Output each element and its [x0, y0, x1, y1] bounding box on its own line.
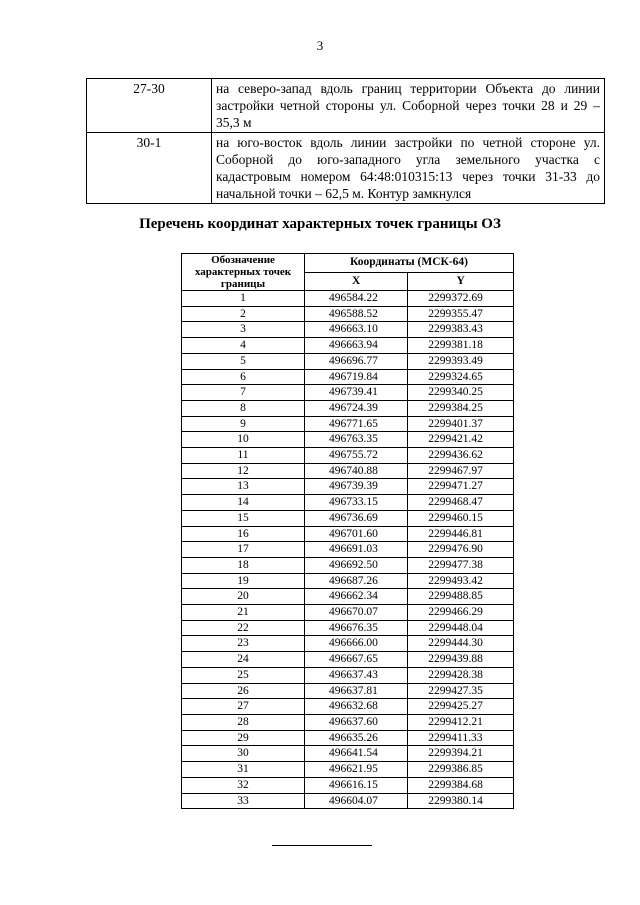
x-coordinate-cell: 496691.03 — [305, 542, 408, 558]
y-coordinate-cell: 2299471.27 — [408, 479, 514, 495]
y-coordinate-cell: 2299394.21 — [408, 746, 514, 762]
y-coordinate-cell: 2299421.42 — [408, 432, 514, 448]
point-id-cell: 25 — [182, 667, 305, 683]
x-coordinate-cell: 496637.43 — [305, 667, 408, 683]
point-id-cell: 5 — [182, 353, 305, 369]
table-row — [182, 730, 514, 746]
x-coordinate-cell: 496724.39 — [305, 400, 408, 416]
footer-divider — [272, 845, 372, 846]
table-row — [182, 526, 514, 542]
point-id-cell: 18 — [182, 557, 305, 573]
y-coordinate-cell: 2299412.21 — [408, 714, 514, 730]
point-id-cell: 33 — [182, 793, 305, 809]
y-coordinate-cell: 2299340.25 — [408, 385, 514, 401]
y-coordinate-cell: 2299411.33 — [408, 730, 514, 746]
y-coordinate-cell: 2299372.69 — [408, 291, 514, 307]
x-coordinate-cell: 496632.68 — [305, 699, 408, 715]
page-number: 3 — [316, 38, 324, 53]
x-coordinate-cell: 496763.35 — [305, 432, 408, 448]
y-coordinate-cell: 2299467.97 — [408, 463, 514, 479]
point-id-cell: 6 — [182, 369, 305, 385]
point-id-cell: 11 — [182, 448, 305, 464]
x-coordinate-cell: 496621.95 — [305, 762, 408, 778]
y-coordinate-cell: 2299439.88 — [408, 652, 514, 668]
x-coordinate-cell: 496687.26 — [305, 573, 408, 589]
y-coordinate-cell: 2299428.38 — [408, 667, 514, 683]
point-id-cell: 27 — [182, 699, 305, 715]
y-coordinate-cell: 2299488.85 — [408, 589, 514, 605]
table-row — [182, 667, 514, 683]
table-row — [182, 306, 514, 322]
point-id-cell: 23 — [182, 636, 305, 652]
point-id-cell: 20 — [182, 589, 305, 605]
table-row — [182, 385, 514, 401]
point-id-cell: 12 — [182, 463, 305, 479]
x-coordinate-cell: 496692.50 — [305, 557, 408, 573]
segment-description: на юго-восток вдоль линии застройки по четной стороне ул. Соборной до юго-западного угла земельного участка с кадастровым номером 64:48:010315:13 через точки 31-33 до начальной точки – 62,5 м. Контур замкнулся — [212, 133, 605, 204]
y-coordinate-cell: 2299476.90 — [408, 542, 514, 558]
y-coordinate-cell: 2299477.38 — [408, 557, 514, 573]
x-coordinate-cell: 496604.07 — [305, 793, 408, 809]
col-header-x: X — [305, 272, 408, 291]
x-coordinate-cell: 496739.41 — [305, 385, 408, 401]
table-row — [182, 620, 514, 636]
table-row — [182, 714, 514, 730]
table-row — [182, 322, 514, 338]
table-row — [182, 495, 514, 511]
x-coordinate-cell: 496635.26 — [305, 730, 408, 746]
x-coordinate-cell: 496663.94 — [305, 338, 408, 354]
point-id-cell: 24 — [182, 652, 305, 668]
y-coordinate-cell: 2299427.35 — [408, 683, 514, 699]
x-coordinate-cell: 496663.10 — [305, 322, 408, 338]
point-id-cell: 16 — [182, 526, 305, 542]
x-coordinate-cell: 496584.22 — [305, 291, 408, 307]
table-row — [182, 353, 514, 369]
y-coordinate-cell: 2299384.25 — [408, 400, 514, 416]
col-header-y: Y — [408, 272, 514, 291]
table-row — [182, 291, 514, 307]
point-id-cell: 28 — [182, 714, 305, 730]
segment-cell: 27-30 — [87, 79, 212, 133]
header-row — [182, 254, 514, 273]
y-coordinate-cell: 2299355.47 — [408, 306, 514, 322]
table-row — [182, 589, 514, 605]
x-coordinate-cell: 496637.81 — [305, 683, 408, 699]
point-id-cell: 3 — [182, 322, 305, 338]
point-id-cell: 22 — [182, 620, 305, 636]
y-coordinate-cell: 2299401.37 — [408, 416, 514, 432]
point-id-cell: 15 — [182, 510, 305, 526]
point-id-cell: 8 — [182, 400, 305, 416]
point-id-cell: 7 — [182, 385, 305, 401]
y-coordinate-cell: 2299444.30 — [408, 636, 514, 652]
x-coordinate-cell: 496641.54 — [305, 746, 408, 762]
point-id-cell: 30 — [182, 746, 305, 762]
y-coordinate-cell: 2299466.29 — [408, 605, 514, 621]
point-id-cell: 2 — [182, 306, 305, 322]
x-coordinate-cell: 496736.69 — [305, 510, 408, 526]
table-row — [182, 636, 514, 652]
y-coordinate-cell: 2299393.49 — [408, 353, 514, 369]
table-row — [182, 432, 514, 448]
y-coordinate-cell: 2299383.43 — [408, 322, 514, 338]
point-id-cell: 26 — [182, 683, 305, 699]
y-coordinate-cell: 2299381.18 — [408, 338, 514, 354]
table-row — [182, 793, 514, 809]
table-row — [182, 448, 514, 464]
point-id-cell: 10 — [182, 432, 305, 448]
point-id-cell: 13 — [182, 479, 305, 495]
table-row — [182, 699, 514, 715]
point-id-cell: 21 — [182, 605, 305, 621]
y-coordinate-cell: 2299468.47 — [408, 495, 514, 511]
point-id-cell: 9 — [182, 416, 305, 432]
point-id-cell: 29 — [182, 730, 305, 746]
table-row — [182, 400, 514, 416]
point-id-cell: 19 — [182, 573, 305, 589]
x-coordinate-cell: 496588.52 — [305, 306, 408, 322]
table-row — [182, 652, 514, 668]
coordinates-body — [182, 291, 514, 809]
x-coordinate-cell: 496733.15 — [305, 495, 408, 511]
table-row — [182, 605, 514, 621]
point-id-cell: 14 — [182, 495, 305, 511]
y-coordinate-cell: 2299425.27 — [408, 699, 514, 715]
col-header-point: Обозначение характерных точек границы — [182, 254, 305, 291]
table-row — [182, 542, 514, 558]
table-row — [182, 338, 514, 354]
point-id-cell: 1 — [182, 291, 305, 307]
x-coordinate-cell: 496696.77 — [305, 353, 408, 369]
segment-description: на северо-запад вдоль границ территории Объекта до линии застройки четной стороны ул. Соборной через точки 28 и 29 – 35,3 м — [212, 79, 605, 133]
table-row — [182, 463, 514, 479]
x-coordinate-cell: 496719.84 — [305, 369, 408, 385]
x-coordinate-cell: 496676.35 — [305, 620, 408, 636]
table-row — [182, 573, 514, 589]
point-id-cell: 31 — [182, 762, 305, 778]
x-coordinate-cell: 496771.65 — [305, 416, 408, 432]
x-coordinate-cell: 496637.60 — [305, 714, 408, 730]
y-coordinate-cell: 2299460.15 — [408, 510, 514, 526]
y-coordinate-cell: 2299384.68 — [408, 777, 514, 793]
section-heading: Перечень координат характерных точек границы ОЗ — [139, 216, 501, 232]
point-id-cell: 32 — [182, 777, 305, 793]
table-row — [182, 557, 514, 573]
table-row — [87, 133, 605, 204]
table-row — [182, 777, 514, 793]
coordinates-table — [181, 253, 514, 809]
x-coordinate-cell: 496667.65 — [305, 652, 408, 668]
table-row — [87, 79, 605, 133]
y-coordinate-cell: 2299324.65 — [408, 369, 514, 385]
x-coordinate-cell: 496755.72 — [305, 448, 408, 464]
y-coordinate-cell: 2299380.14 — [408, 793, 514, 809]
x-coordinate-cell: 496701.60 — [305, 526, 408, 542]
y-coordinate-cell: 2299436.62 — [408, 448, 514, 464]
table-row — [182, 510, 514, 526]
table-row — [182, 479, 514, 495]
table-row — [182, 683, 514, 699]
y-coordinate-cell: 2299446.81 — [408, 526, 514, 542]
table-row — [182, 762, 514, 778]
x-coordinate-cell: 496670.07 — [305, 605, 408, 621]
x-coordinate-cell: 496666.00 — [305, 636, 408, 652]
point-id-cell: 17 — [182, 542, 305, 558]
x-coordinate-cell: 496739.39 — [305, 479, 408, 495]
point-id-cell: 4 — [182, 338, 305, 354]
table-row — [182, 416, 514, 432]
col-header-coords: Координаты (МСК-64) — [305, 254, 514, 273]
x-coordinate-cell: 496740.88 — [305, 463, 408, 479]
boundary-description-table — [86, 78, 605, 204]
table-row — [182, 369, 514, 385]
y-coordinate-cell: 2299386.85 — [408, 762, 514, 778]
y-coordinate-cell: 2299493.42 — [408, 573, 514, 589]
segment-cell: 30-1 — [87, 133, 212, 204]
y-coordinate-cell: 2299448.04 — [408, 620, 514, 636]
x-coordinate-cell: 496616.15 — [305, 777, 408, 793]
x-coordinate-cell: 496662.34 — [305, 589, 408, 605]
table-row — [182, 746, 514, 762]
